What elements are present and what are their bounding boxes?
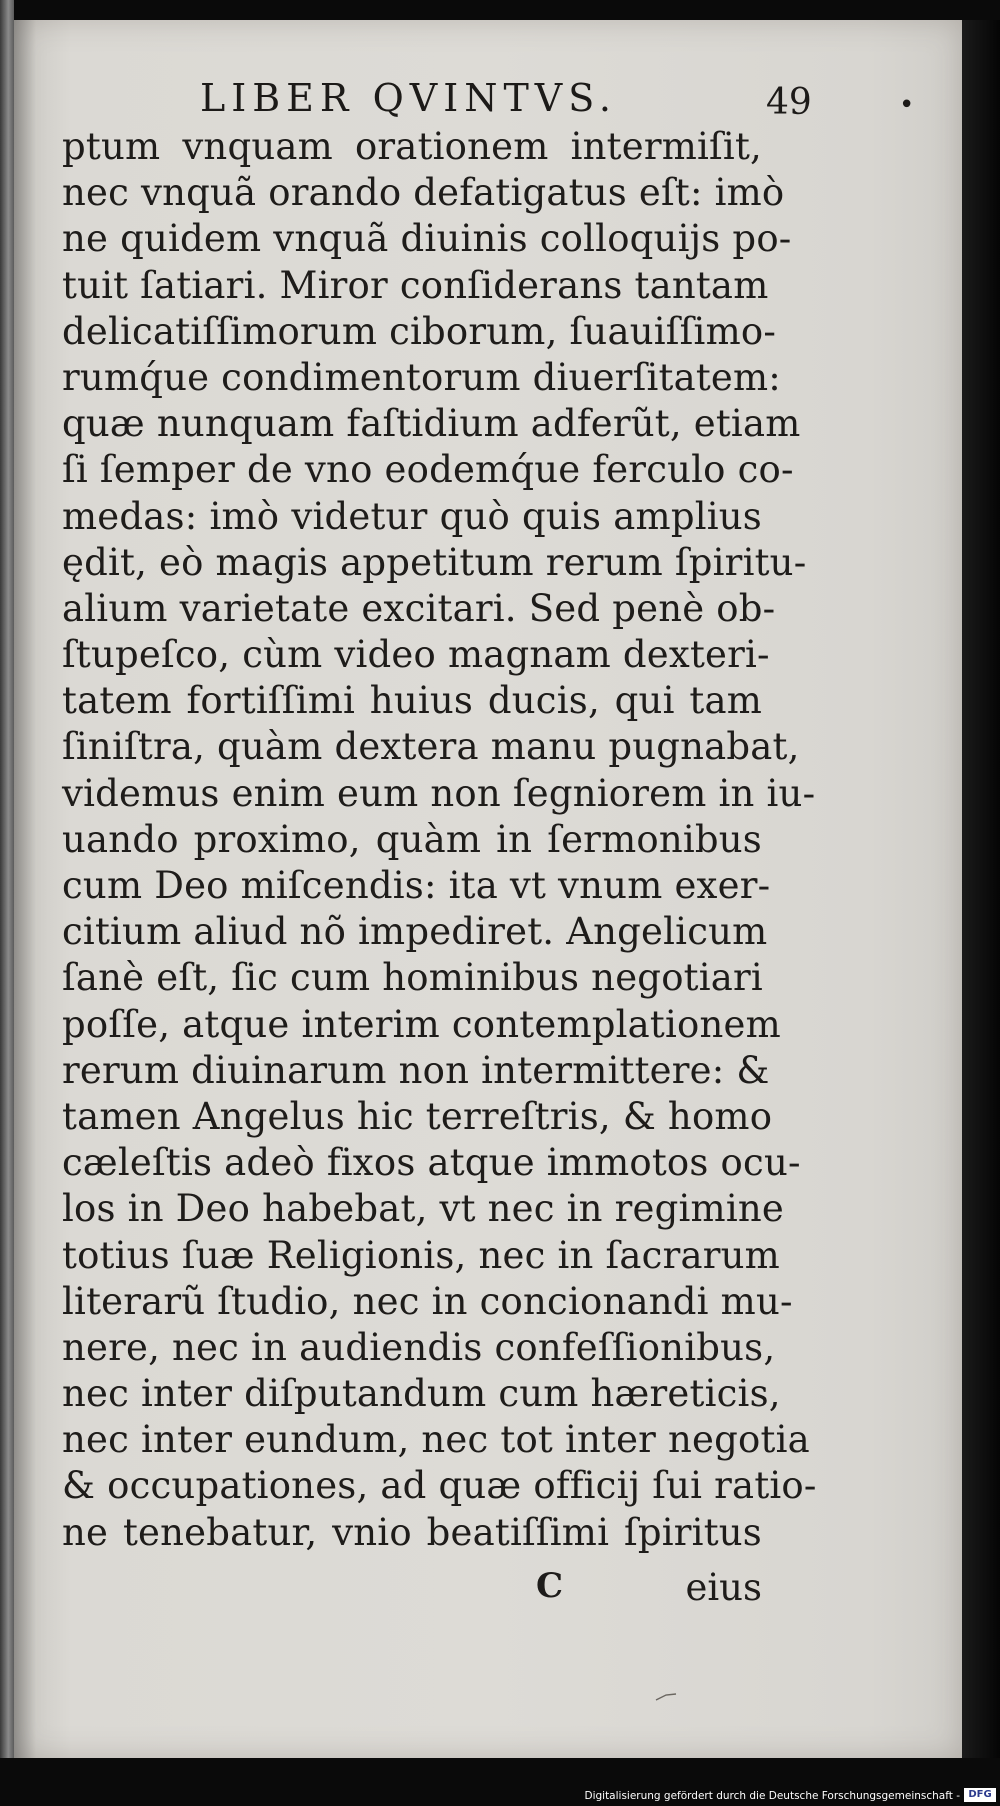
text-line: delicatiſſimorum ciborum, ſuauiſſimo- <box>62 309 777 353</box>
text-line: videmus enim eum non ſegniorem in iu- <box>62 771 816 815</box>
text-line: ptum vnquam orationem intermiſit, <box>62 125 762 168</box>
text-line: ſi ſemper de vno eodemq́ue ferculo co- <box>62 448 794 492</box>
gutter-shadow <box>14 20 36 1758</box>
text-line: alium varietate excitari. Sed penè ob- <box>62 586 776 630</box>
text-line: medas: imò videtur quò quis amplius <box>62 494 762 538</box>
text-line: poſſe, atque interim contemplationem <box>62 1002 781 1046</box>
text-line: nec inter diſputandum cum hæreticis, <box>62 1372 781 1416</box>
page-header <box>14 60 962 123</box>
ink-smudge <box>654 1692 678 1702</box>
text-line: ſanè eſt, ſic cum hominibus negotiari <box>62 956 763 1000</box>
text-line: uando proximo, quàm in ſermonibus <box>62 817 762 861</box>
catchword: eius <box>685 1566 762 1609</box>
text-line: cæleſtis adeò fixos atque immotos ocu- <box>62 1141 801 1185</box>
page-number: 49 <box>766 82 812 123</box>
text-line: ne tenebatur, vnio beatiſſimi ſpiritus <box>62 1510 762 1554</box>
text-line: & occupationes, ad quæ officij ſui ratio- <box>62 1464 817 1508</box>
text-line: nec vnquã orando defatigatus eſt: imò <box>62 171 785 215</box>
book-spine-edge <box>0 0 14 1806</box>
text-line: ſiniſtra, quàm dextera manu pugnabat, <box>62 725 800 769</box>
page-footer <box>62 1566 762 1612</box>
text-line: los in Deo habebat, vt nec in regimine <box>62 1187 784 1231</box>
signature-mark: C <box>536 1566 564 1606</box>
text-line: cum Deo miſcendis: ita vt vnum exer- <box>62 864 771 907</box>
text-line: citium aliud nõ impediret. Angelicum <box>62 910 768 954</box>
text-line: ędit, eò magis appetitum rerum ſpiritu- <box>62 540 807 584</box>
text-line: rerum diuinarum non intermittere: & <box>62 1048 770 1092</box>
running-title: LIBER QVINTVS. <box>200 76 618 120</box>
page-dot: • <box>899 90 915 120</box>
text-line: nere, nec in audiendis confeſſionibus, <box>62 1325 776 1369</box>
text-line: tatem fortiſſimi huius ducis, qui tam <box>62 679 762 723</box>
dfg-logo: DFG <box>964 1788 996 1802</box>
text-line: nec inter eundum, nec tot inter negotia <box>62 1418 810 1462</box>
text-line: tamen Angelus hic terreſtris, & homo <box>62 1094 773 1138</box>
text-line: totius ſuæ Religionis, nec in ſacrarum <box>62 1233 780 1277</box>
body-text <box>62 124 817 1556</box>
book-page <box>14 20 962 1758</box>
text-line: rumq́ue condimentorum diuerſitatem: <box>62 355 781 399</box>
digitization-caption: Digitalisierung gefördert durch die Deutsche Forschungsgemeinschaft - <box>584 1790 960 1802</box>
scan-right-edge <box>962 20 1000 1758</box>
text-line: tuit ſatiari. Miror conſiderans tantam <box>62 263 769 307</box>
text-line: ne quidem vnquã diuinis colloquijs po- <box>62 217 792 261</box>
text-line: ſtupeſco, cùm video magnam dexteri- <box>62 633 770 677</box>
text-line: literarũ ſtudio, nec in concionandi mu- <box>62 1279 793 1323</box>
text-line: quæ nunquam faſtidium adferũt, etiam <box>62 402 801 446</box>
